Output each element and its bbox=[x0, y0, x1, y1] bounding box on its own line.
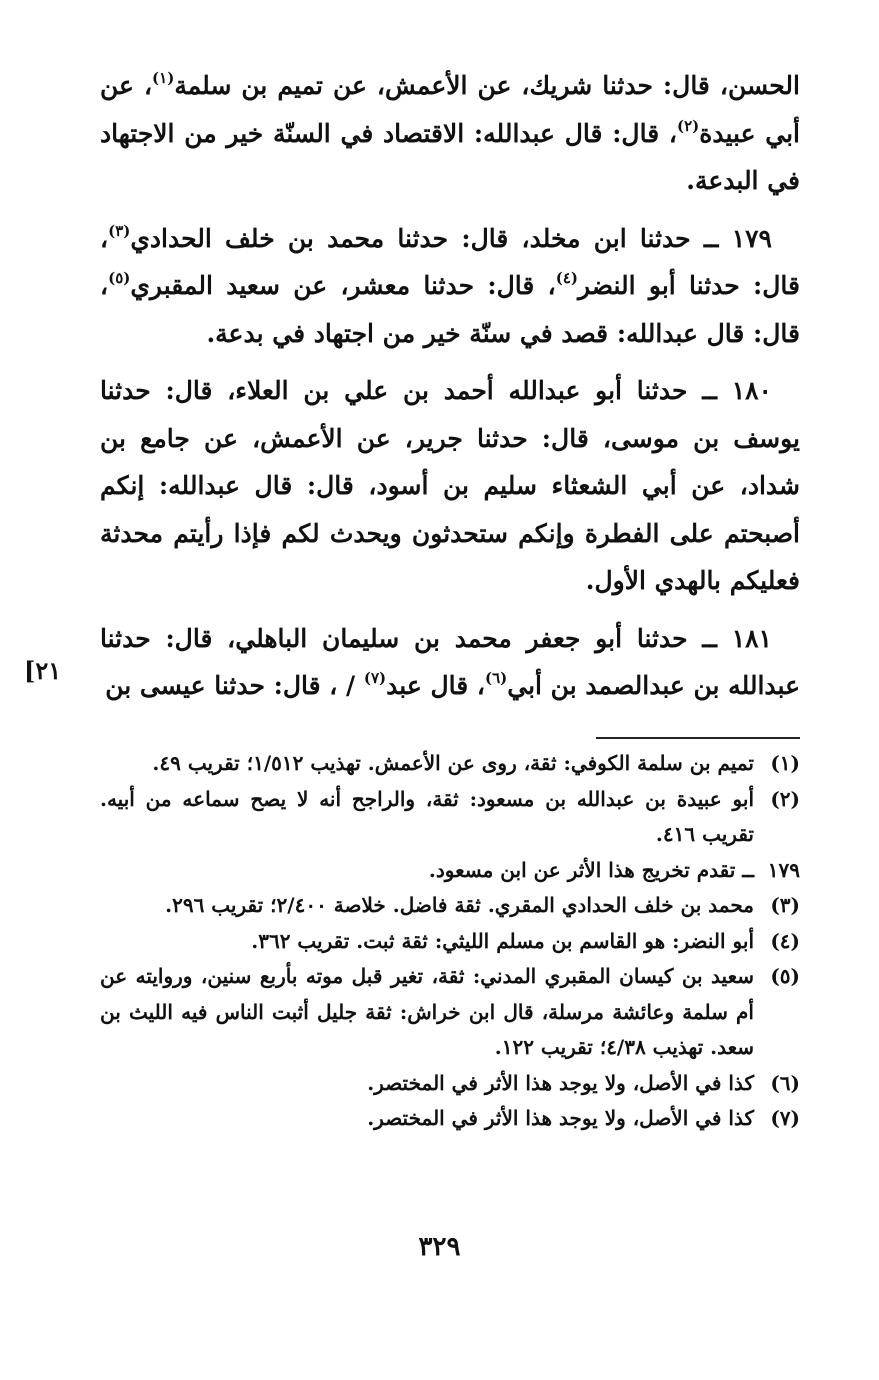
paragraph-180 bbox=[100, 367, 800, 605]
footnote-text: أبو النضر: هو القاسم بن مسلم الليثي: ثقة ثبت. تقريب ٣٦٢. bbox=[251, 928, 754, 953]
footnote-reference: (٤) bbox=[555, 268, 579, 287]
text-run: ، قال: حدثنا معشر، عن سعيد المقبري bbox=[130, 271, 556, 300]
footnote-4 bbox=[100, 924, 800, 960]
text-run: ، قال عبد bbox=[386, 671, 485, 700]
text-run: الحسن، قال: حدثنا شريك، عن الأعمش، عن تميم بن سلمة bbox=[174, 71, 800, 100]
paragraph-181 bbox=[100, 615, 800, 710]
footnote-7 bbox=[100, 1101, 800, 1137]
paragraph-178-continued bbox=[100, 62, 800, 205]
footnote-text: سعيد بن كيسان المقبري المدني: ثقة، تغير قبل موته بأربع سنين، وروايته عن أم سلمة وعائشة مرسلة، قال ابن خراش: ثقة جليل أثبت الناس فيه الليث بن سعد. تهذيب ٤/٣٨؛ تقريب ١٢٢. bbox=[100, 964, 754, 1059]
footnote-number: ١٧٩ bbox=[767, 857, 800, 882]
text-run: ١٧٩ ــ حدثنا ابن مخلد، قال: حدثنا محمد بن خلف الحدادي bbox=[130, 223, 772, 253]
footnote-reference: (٢) bbox=[677, 116, 700, 135]
text-run: ، عن أبي عبيدة bbox=[100, 71, 800, 148]
footnote-2 bbox=[100, 782, 800, 853]
footnote-reference: (٧) bbox=[363, 668, 387, 687]
text-run: ١٨١ ــ حدثنا أبو جعفر محمد بن سليمان الباهلي، قال: حدثنا عبدالله بن عبدالصمد بن أبي bbox=[100, 623, 800, 700]
footnote-number: (٧) bbox=[770, 1106, 800, 1130]
footnote-text: ــ تقدم تخريج هذا الأثر عن ابن مسعود. bbox=[428, 857, 754, 882]
manuscript-folio-marker: [٢١ bbox=[24, 656, 62, 685]
footnote-text: محمد بن خلف الحدادي المقري. ثقة فاضل. خلاصة ٢/٤٠٠؛ تقريب ٢٩٦. bbox=[165, 893, 754, 917]
footnote-5 bbox=[100, 959, 800, 1066]
footnote-6 bbox=[100, 1066, 800, 1102]
text-run: ١٨٠ ــ حدثنا أبو عبدالله أحمد بن علي بن العلاء، قال: حدثنا يوسف بن موسى، قال: حدثنا جرير، عن الأعمش، عن جامع بن شداد، عن أبي الشعثاء سليم بن أسود، قال: قال عبدالله: إنكم أصبحتم على الفطرة وإنكم ستحدثون ويحدث لكم فإذا رأيتم محدثة فعليكم بالهدي الأول. bbox=[100, 376, 800, 595]
footnote-reference: (٣) bbox=[108, 221, 131, 240]
text-run: ، قال: قال عبدالله: الاقتصاد في السنّة خير من الاجتهاد في البدعة. bbox=[100, 118, 800, 195]
paragraph-179 bbox=[100, 215, 800, 358]
footnote-3 bbox=[100, 888, 800, 924]
footnote-number: (٦) bbox=[770, 1070, 800, 1095]
footnote-text: كذا في الأصل، ولا يوجد هذا الأثر في المختصر. bbox=[367, 1106, 754, 1130]
text-run: ، قال: قال عبدالله: قصد في سنّة خير من اجتهاد في بدعة. bbox=[100, 271, 800, 348]
footnote-number: (٢) bbox=[770, 786, 800, 811]
footnote-reference: (١) bbox=[152, 68, 175, 87]
footnote-reference: (٥) bbox=[108, 268, 131, 287]
text-run: ، قال: حدثنا أبو النضر bbox=[100, 223, 800, 300]
footnote-text: كذا في الأصل، ولا يوجد هذا الأثر في المختصر. bbox=[367, 1070, 754, 1095]
footnote-separator bbox=[596, 737, 800, 739]
main-text bbox=[100, 62, 800, 720]
footnote-number: (٥) bbox=[770, 964, 800, 988]
footnote-179 bbox=[100, 853, 800, 889]
footnote-text: أبو عبيدة بن عبدالله بن مسعود: ثقة، والراجح أنه لا يصح سماعه من أبيه. تقريب ٤١٦. bbox=[100, 786, 754, 846]
footnote-1 bbox=[100, 746, 800, 782]
footnote-reference: (٦) bbox=[484, 668, 508, 687]
text-run: / ، قال: حدثنا عيسى بن bbox=[105, 671, 364, 700]
footnote-number: (٣) bbox=[770, 893, 800, 917]
page-number: ٣٢٩ bbox=[418, 1232, 461, 1262]
footnote-number: (١) bbox=[770, 751, 800, 775]
footnote-number: (٤) bbox=[770, 928, 800, 953]
footnote-text: تميم بن سلمة الكوفي: ثقة، روى عن الأعمش. تهذيب ١/٥١٢؛ تقريب ٤٩. bbox=[152, 751, 754, 775]
footnotes bbox=[100, 746, 800, 1137]
